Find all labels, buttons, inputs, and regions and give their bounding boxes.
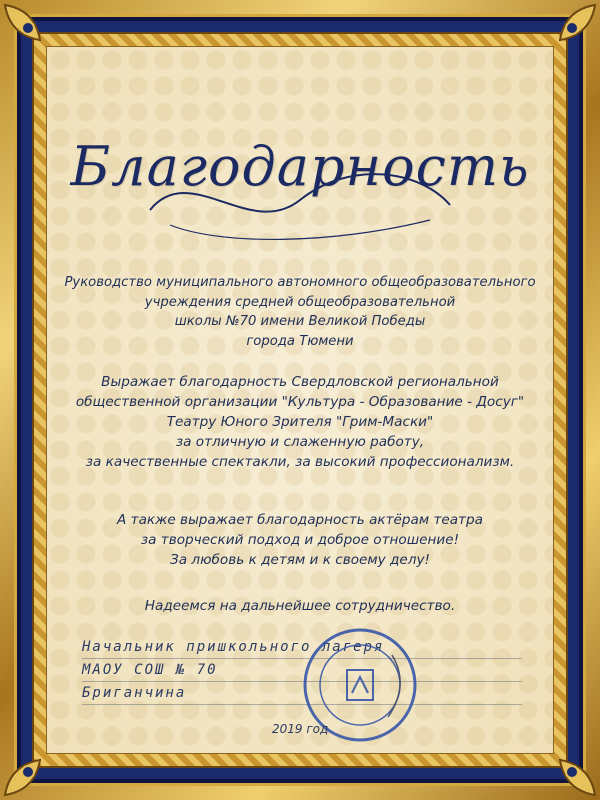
signature-line: Начальник пришкольного лагеря [82, 636, 522, 659]
text-line: города Тюмени [246, 333, 354, 349]
text-line: Руководство муниципального автономного общеобразовательного [64, 275, 536, 290]
intro-paragraph [60, 273, 540, 351]
actors-paragraph [60, 510, 540, 570]
document-title: Благодарность [70, 135, 530, 198]
text-line: за отличную и слаженную работу, [175, 434, 425, 450]
date-text: 2019 год [272, 722, 329, 736]
thanks-paragraph [60, 372, 540, 472]
text-line: за творческий подход и доброе отношение! [140, 532, 460, 548]
text-line: Выражает благодарность Свердловской региональной [101, 374, 499, 390]
text-line: школы №70 имени Великой Победы [174, 314, 426, 329]
signature-line: Бриганчина [82, 682, 522, 705]
closing-line: Надеемся на дальнейшее сотрудничество. [144, 598, 456, 614]
text-line: за качественные спектакли, за высокий профессионализм. [85, 454, 515, 470]
signature-line: МАОУ СОШ № 70 [82, 659, 522, 682]
text-line: За любовь к детям и к своему делу! [170, 552, 430, 568]
text-line: Театру Юного Зрителя "Грим-Маски" [166, 414, 434, 430]
text-line: общественной организации "Культура - Образование - Досуг" [75, 394, 525, 410]
text-line: А также выражает благодарность актёрам театра [117, 512, 483, 528]
text-line: учреждения средней общеобразовательной [144, 294, 456, 310]
